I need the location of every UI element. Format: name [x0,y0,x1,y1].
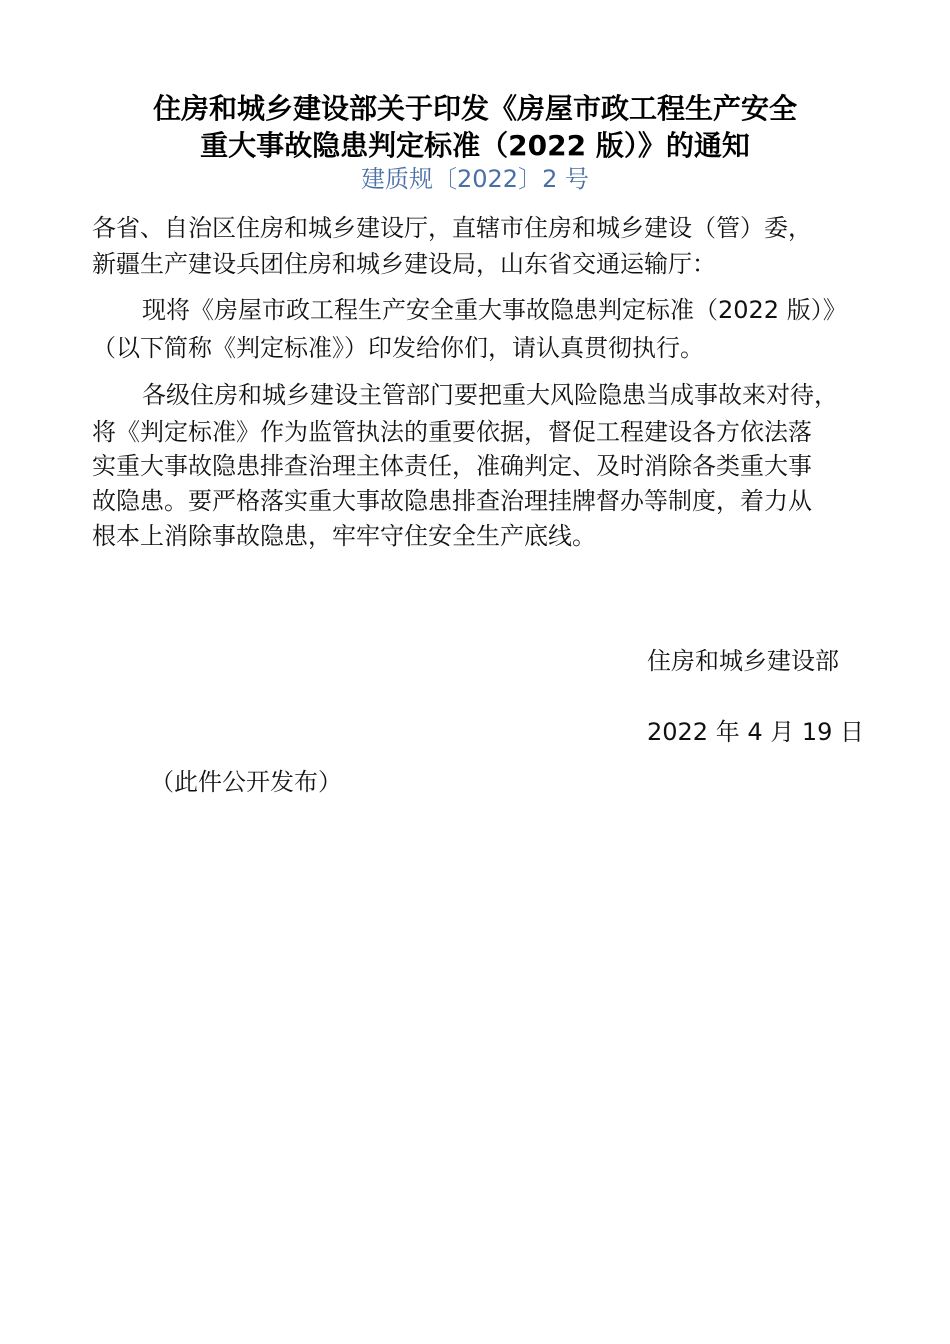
paragraph-1-line-2: （以下简称《判定标准》）印发给你们，请认真贯彻执行。 [92,334,704,362]
issue-date: 2022 年 4 月 19 日 [647,718,865,746]
issuer-signature: 住房和城乡建设部 [647,647,839,675]
public-release-note: （此件公开发布） [150,768,342,796]
paragraph-2-line-1: 各级住房和城乡建设主管部门要把重大风险隐患当成事故来对待， [142,381,838,409]
paragraph-1-line-1: 现将《房屋市政工程生产安全重大事故隐患判定标准（2022 版）》 [142,296,847,324]
paragraph-2-line-3: 实重大事故隐患排查治理主体责任，准确判定、及时消除各类重大事 [92,452,812,480]
document-number: 建质规〔2022〕2 号 [361,165,589,193]
addressee-line-2: 新疆生产建设兵团住房和城乡建设局，山东省交通运输厅： [92,250,716,278]
addressee-line-1: 各省、自治区住房和城乡建设厅，直辖市住房和城乡建设（管）委， [92,214,812,242]
paragraph-2-line-4: 故隐患。要严格落实重大事故隐患排查治理挂牌督办等制度，着力从 [92,487,812,515]
document-title-line-2: 重大事故隐患判定标准（2022 版）》的通知 [200,129,750,162]
document-title-line-1: 住房和城乡建设部关于印发《房屋市政工程生产安全 [152,92,797,125]
paragraph-2-line-2: 将《判定标准》作为监管执法的重要依据，督促工程建设各方依法落 [92,418,812,446]
paragraph-2-line-5: 根本上消除事故隐患，牢牢守住安全生产底线。 [92,522,596,550]
